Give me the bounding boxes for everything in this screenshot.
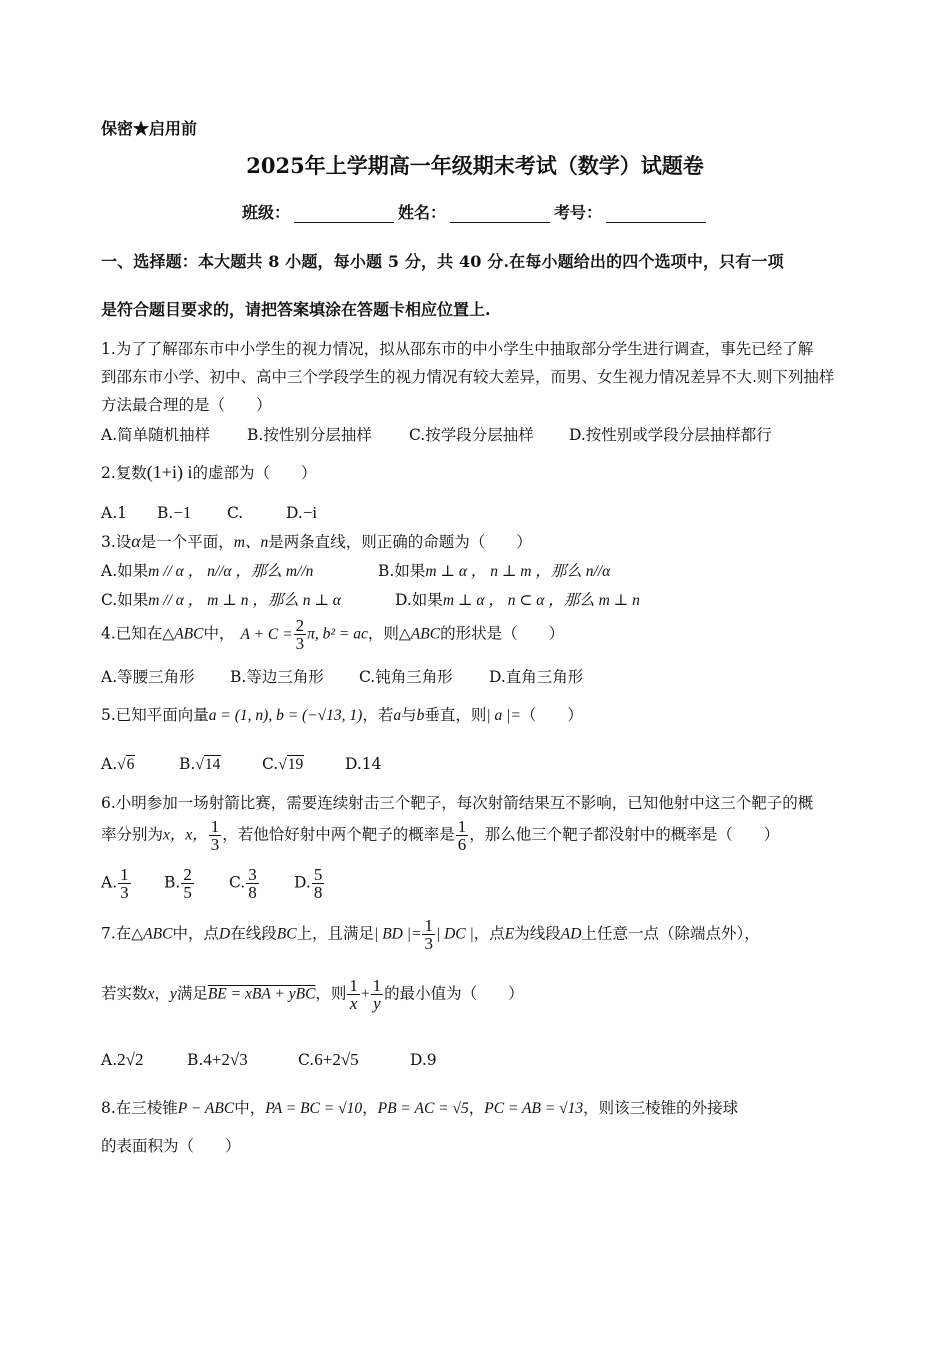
question-1-options [101, 424, 772, 446]
question-8-line1: 8.在三棱锥P − ABC中，PA = BC = √10，PB = AC = √5，PC = AB = √13，则该三棱锥的外接球 [101, 1099, 739, 1117]
q7-option-b[interactable]: B.4+2√3 [187, 1050, 248, 1069]
q1-option-a[interactable]: A.简单随机抽样 [101, 426, 211, 444]
question-1-line3: 方法最合理的是（ ） [101, 396, 272, 414]
question-4-options [101, 666, 583, 688]
question-7-line1: 7.在△ABC中，点D在线段BC上，且满足| BD |= $\frac{1}{3}$ | DC |，点E为线段AD上任意一点（除端点外）， [101, 916, 760, 953]
question-5: 5.已知平面向量a = (1, n), b = (−√13, 1)，若a与b垂直，则| a |=（ ） [101, 706, 583, 724]
q2-expression: (1+i) i [146, 462, 193, 482]
q5-option-d[interactable]: D.14 [345, 755, 382, 773]
q3-option-a[interactable]: A.如果m // α ， n//α ，那么 m//n [101, 562, 314, 580]
question-6-options [101, 866, 325, 901]
q2-option-d[interactable]: D.−i [286, 503, 318, 522]
name-label: 姓名： [398, 203, 447, 222]
q5-option-c[interactable]: C.√19 [262, 755, 304, 773]
question-1-line2: 到邵东市小学、初中、高中三个学段学生的视力情况有较大差异，而男、女生视力情况差异不大.则下列抽样 [101, 368, 835, 386]
question-6-line2: 率分别为x，x， $\frac{1}{3}$ ，若他恰好射中两个靶子的概率是 $\frac{1}{6}$ ，那么他三个靶子都没射中的概率是（ ） [101, 817, 780, 854]
q4-option-b[interactable]: B.等边三角形 [230, 668, 324, 686]
class-label: 班级： [242, 203, 291, 222]
q4-fraction: $\frac{2}{3}$ [295, 616, 305, 653]
question-3-options-ab [101, 560, 610, 583]
q3-option-b[interactable]: B.如果m ⊥ α ， n ⊥ m ，那么 n//α [378, 562, 611, 580]
exam-number-field[interactable] [606, 204, 706, 223]
q2-option-c[interactable]: C. [227, 504, 244, 522]
q3-option-d[interactable]: D.如果m ⊥ α ， n ⊂ α ，那么 m ⊥ n [395, 591, 640, 609]
q7-option-a[interactable]: A.2√2 [101, 1050, 144, 1069]
q6-option-a[interactable]: A. $\frac{1}{3}$ [101, 865, 129, 902]
question-7-options [101, 1049, 437, 1071]
exam-number-label: 考号： [554, 203, 603, 222]
class-field[interactable] [294, 204, 394, 223]
q2-option-b[interactable]: B.−1 [157, 503, 192, 522]
q4-option-c[interactable]: C.钝角三角形 [359, 668, 453, 686]
q4-option-a[interactable]: A.等腰三角形 [101, 668, 195, 686]
q7-option-d[interactable]: D.9 [410, 1051, 437, 1069]
exam-title: 2025年上学期高一年级期末考试（数学）试题卷 [246, 153, 704, 178]
section-instructions-line2: 是符合题目要求的，请把答案填涂在答题卡相应位置上. [101, 300, 491, 319]
question-4: 4.已知在△ABC中， A + C = $\frac{2}{3}$ π, b² = ac，则△ABC的形状是（ ） [101, 616, 565, 653]
q6-option-d[interactable]: D. $\frac{5}{8}$ [294, 865, 323, 902]
name-field[interactable] [450, 204, 550, 223]
question-8-line2: 的表面积为（ ） [101, 1137, 241, 1155]
q5-option-a[interactable]: A.√6 [101, 755, 135, 773]
q2-prefix: 2.复数 [101, 464, 147, 482]
question-2 [101, 461, 316, 484]
question-5-options [101, 753, 382, 776]
student-info-row [242, 200, 710, 223]
question-1-line1: 1.为了了解邵东市中小学生的视力情况，拟从邵东市的中小学生中抽取部分学生进行调查，事先已经了解 [101, 340, 814, 358]
q3-option-c[interactable]: C.如果m // α ， m ⊥ n ，那么 n ⊥ α [101, 591, 341, 609]
q5-option-b[interactable]: B.√14 [179, 755, 221, 773]
q2-option-a[interactable]: A.1 [101, 504, 127, 522]
q7-option-c[interactable]: C.6+2√5 [298, 1050, 359, 1069]
confidential-label: 保密★启用前 [101, 119, 198, 138]
q1-option-d[interactable]: D.按性别或学段分层抽样都行 [569, 426, 772, 444]
question-3: 3.设α是一个平面，m、n是两条直线，则正确的命题为（ ） [101, 531, 532, 551]
q1-option-b[interactable]: B.按性别分层抽样 [247, 426, 372, 444]
q2-suffix: 的虚部为（ ） [192, 464, 317, 482]
question-3-options-cd [101, 589, 640, 612]
section-instructions-line1: 一、选择题：本大题共 8 小题，每小题 5 分，共 40 分.在每小题给出的四个选项中，只有一项 [101, 252, 784, 271]
question-2-options [101, 502, 317, 524]
q4-option-d[interactable]: D.直角三角形 [489, 668, 584, 686]
q6-option-c[interactable]: C. $\frac{3}{8}$ [229, 865, 257, 902]
question-6-line1: 6.小明参加一场射箭比赛，需要连续射击三个靶子，每次射箭结果互不影响，已知他射中这三个靶子的概 [101, 794, 814, 812]
question-7-line2: 若实数x，y满足BE = xBA + yBC，则 $\frac{1}{x}$ + $\frac{1}{y}$ 的最小值为（ ） [101, 976, 524, 1013]
q1-option-c[interactable]: C.按学段分层抽样 [409, 426, 534, 444]
q6-option-b[interactable]: B. $\frac{2}{5}$ [164, 865, 192, 902]
